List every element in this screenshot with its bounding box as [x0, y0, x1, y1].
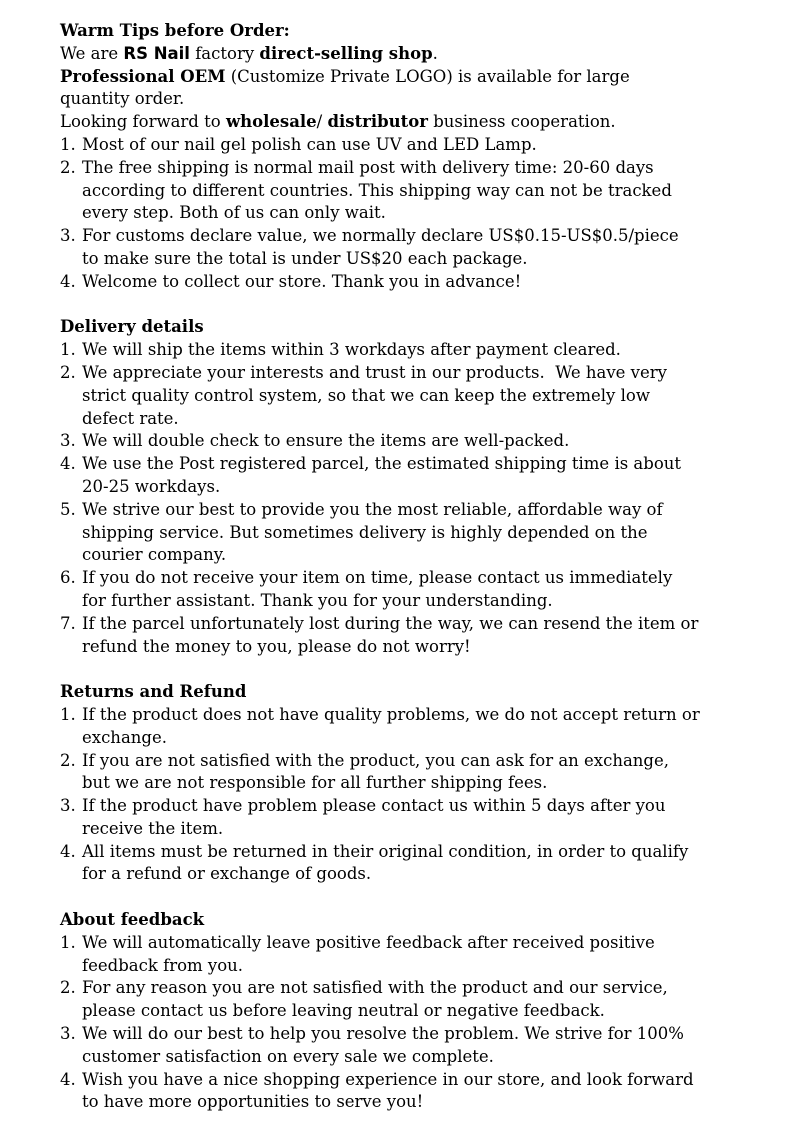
returns-list [60, 704, 780, 886]
feedback-title: About feedback [60, 910, 205, 930]
list-item: 2. For any reason you are not satisfied with the product and our service, please contact us before leaving neutral or negative feedback. [60, 978, 668, 1021]
list-item: 1. We will ship the items within 3 workdays after payment cleared. [60, 340, 621, 360]
policy-document [60, 20, 780, 1114]
list-item: 2. We appreciate your interests and trust in our products. We have very strict quality control system, so that we can keep the extremely low defect rate. [60, 362, 667, 428]
intro-line-2-cont: quantity order. [60, 89, 185, 109]
delivery-title: Delivery details [60, 317, 204, 337]
list-item: 3. We will double check to ensure the items are well-packed. [60, 431, 570, 451]
warm-tips-section [60, 20, 780, 294]
list-item: 3. If the product have problem please contact us within 5 days after you receive the item. [60, 796, 666, 838]
direct-selling-text: direct-selling shop [259, 43, 433, 63]
feedback-section [60, 909, 780, 1114]
list-item: 2. The free shipping is normal mail post with delivery time: 20-60 days according to different countries. This shipping way can not be tracked every step. Both of us can only wait. [60, 157, 672, 223]
returns-title: Returns and Refund [60, 682, 247, 702]
section-spacer [60, 658, 780, 681]
returns-section [60, 681, 780, 886]
list-item: 4. Welcome to collect our store. Thank you in advance! [60, 271, 522, 291]
list-item: 4. All items must be returned in their original condition, in order to qualify for a refund or exchange of goods. [60, 841, 689, 884]
oem-text: Professional OEM [60, 66, 226, 86]
list-item: 1. Most of our nail gel polish can use UV and LED Lamp. [60, 134, 537, 154]
delivery-list [60, 339, 780, 658]
brand-name: RS Nail [123, 43, 190, 63]
wholesale-text: wholesale [225, 112, 317, 132]
list-item: 1. We will automatically leave positive feedback after received positive feedback from you. [60, 932, 655, 975]
list-item: 5. We strive our best to provide you the most reliable, affordable way of shipping service. But sometimes delivery is highly depended on the courier company. [60, 499, 663, 565]
list-item: 6. If you do not receive your item on time, please contact us immediately for further assistant. Thank you for your understanding. [60, 568, 673, 610]
list-item: 1. If the product does not have quality problems, we do not accept return or exchange. [60, 704, 700, 747]
intro-line-1: We are RS Nail factory direct-selling shop. [60, 43, 438, 63]
list-item: 3. For customs declare value, we normally declare US$0.15-US$0.5/piece to make sure the total is under US$20 each package. [60, 226, 679, 268]
list-item: 3. We will do our best to help you resolve the problem. We strive for 100% customer satisfaction on every sale we complete. [60, 1024, 684, 1066]
warm-tips-title: Warm Tips before Order: [60, 21, 290, 40]
intro-line-2: Professional OEM (Customize Private LOGO) is available for large [60, 66, 630, 86]
list-item: 2. If you are not satisfied with the product, you can ask for an exchange, but we are not responsible for all further shipping fees. [60, 750, 670, 793]
intro-line-3: Looking forward to wholesale/ distributor business cooperation. [60, 112, 616, 132]
distributor-text: distributor [327, 112, 428, 132]
list-item: 7. If the parcel unfortunately lost during the way, we can resend the item or refund the money to you, please do not worry! [60, 613, 699, 656]
section-spacer [60, 294, 780, 317]
tips-list [60, 134, 780, 294]
list-item: 4. We use the Post registered parcel, the estimated shipping time is about 20-25 workdays. [60, 454, 682, 496]
list-item: 4. Wish you have a nice shopping experience in our store, and look forward to have more opportunities to serve you! [60, 1069, 694, 1112]
section-spacer [60, 886, 780, 909]
feedback-list [60, 932, 780, 1114]
delivery-section [60, 316, 780, 658]
